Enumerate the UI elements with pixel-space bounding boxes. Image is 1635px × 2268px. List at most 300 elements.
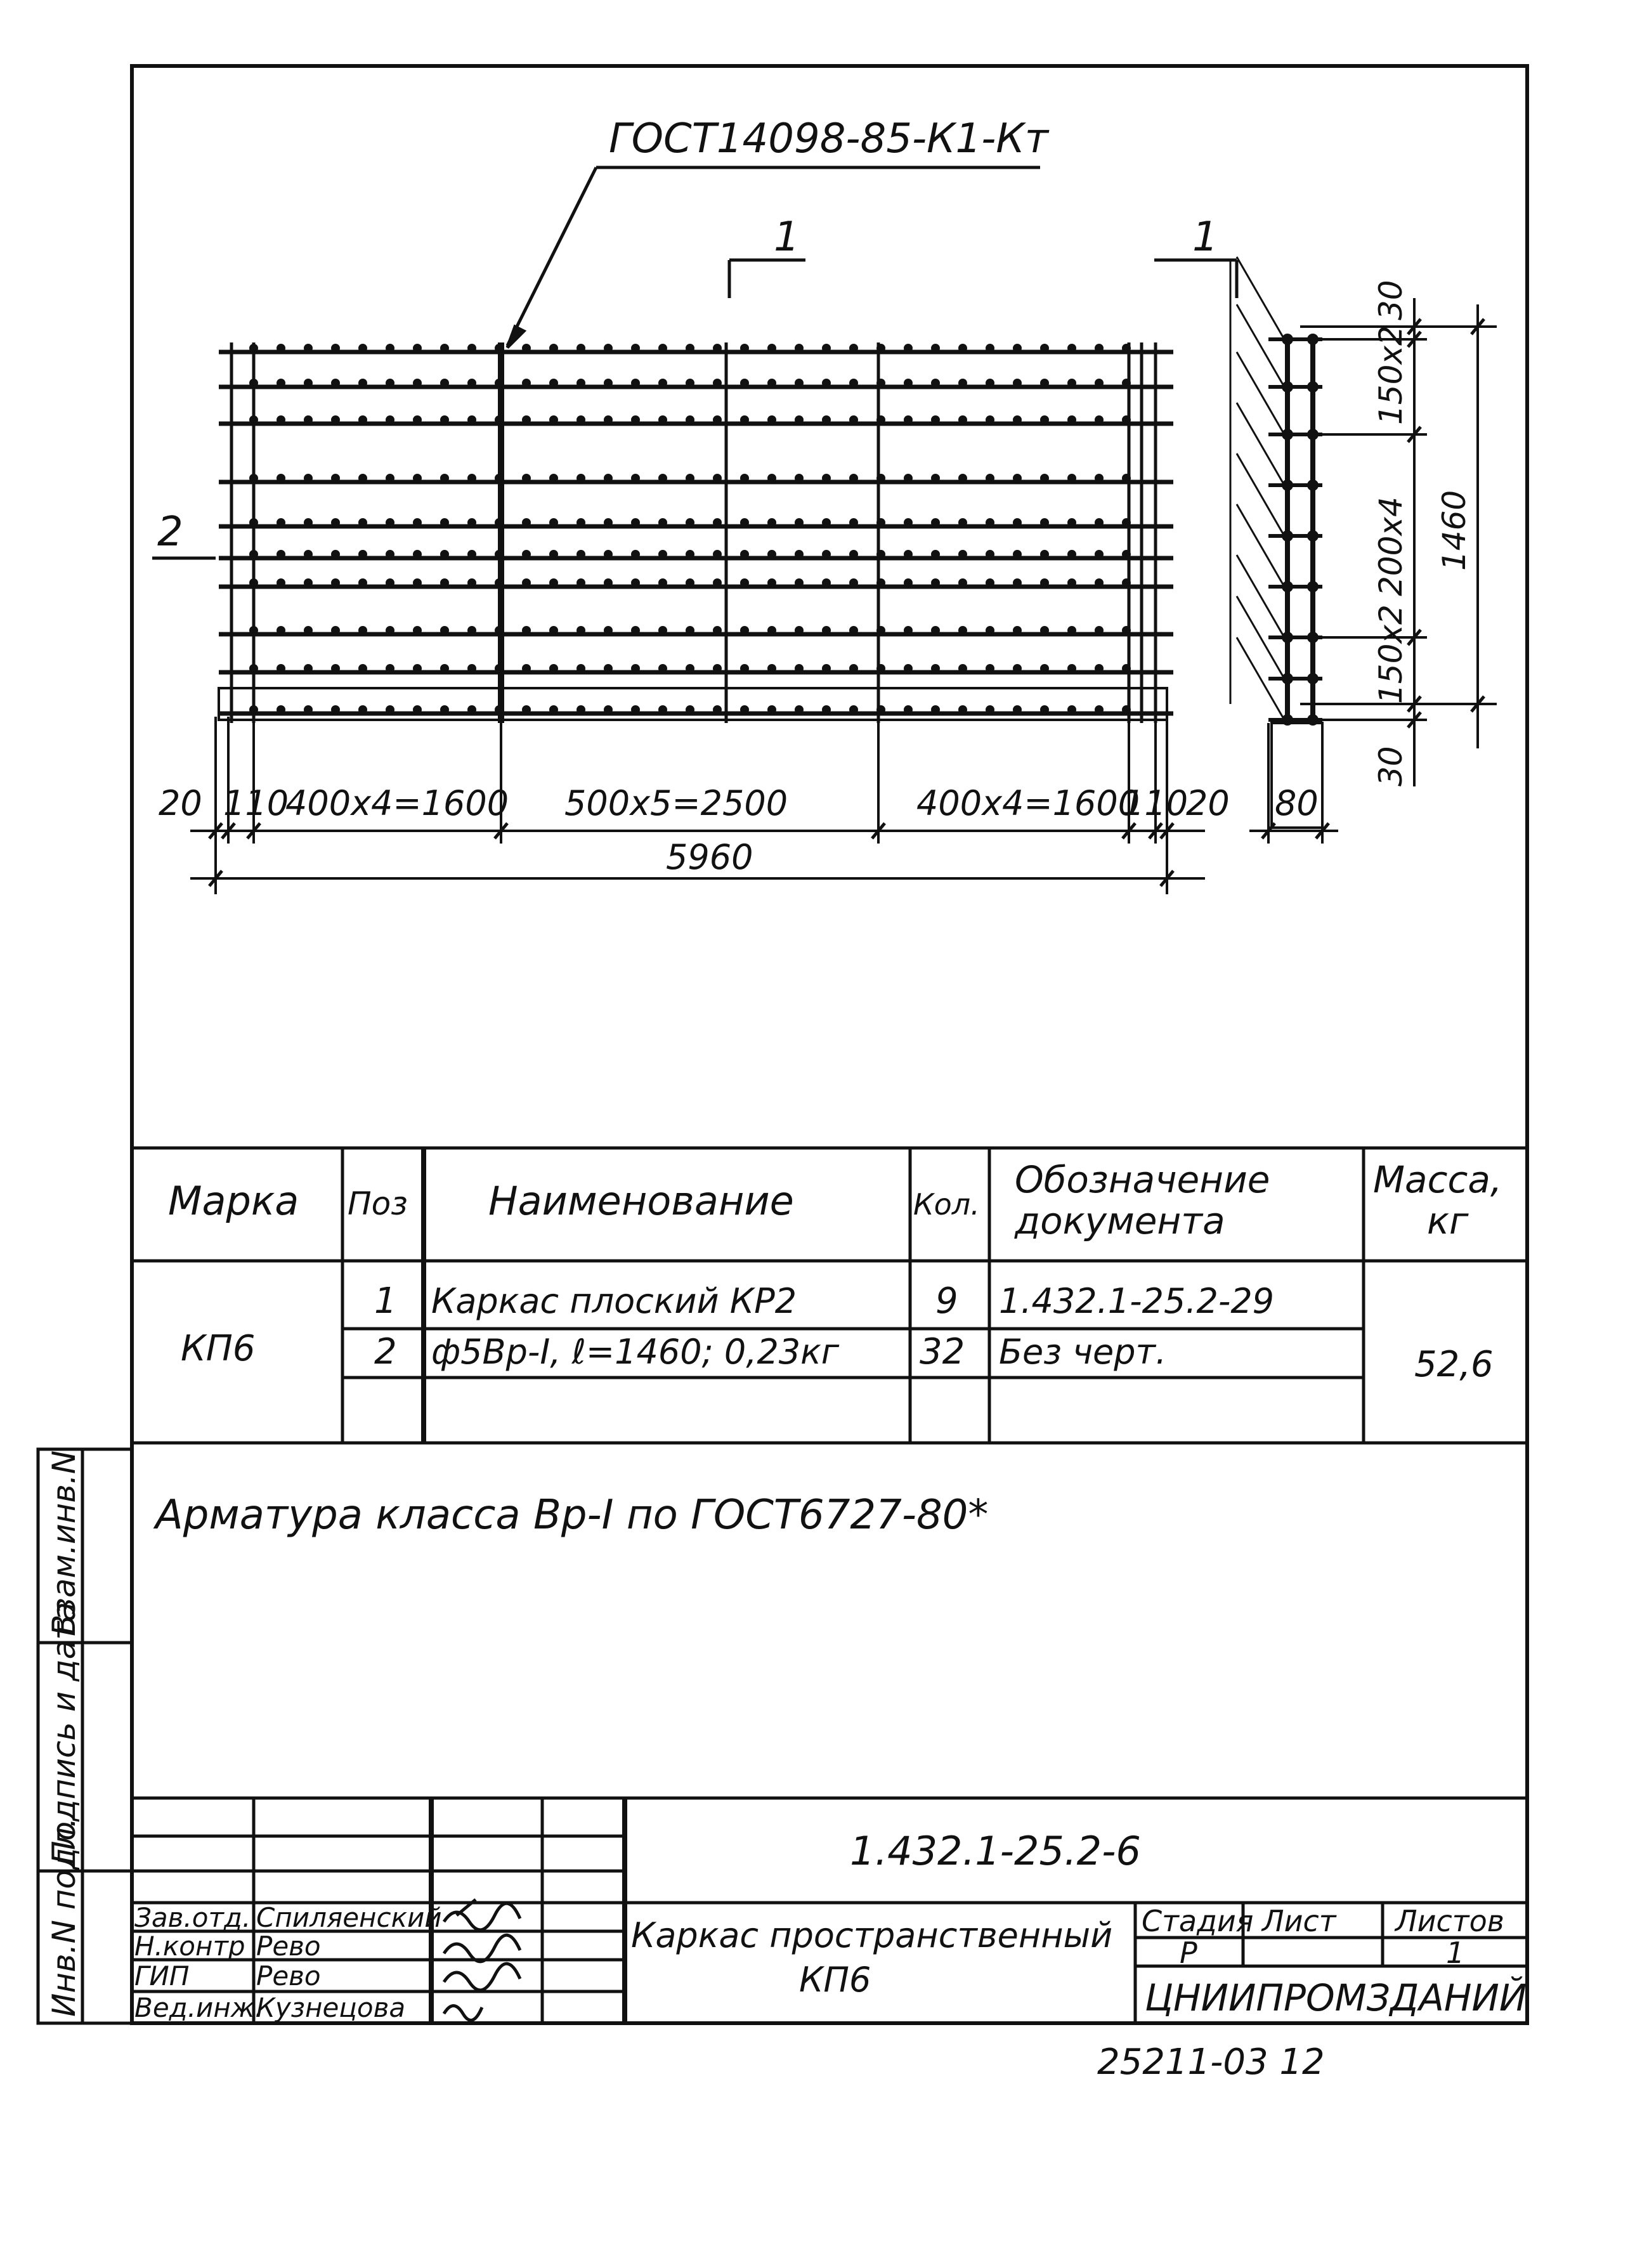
weld-point <box>386 344 394 353</box>
side-weld <box>1307 673 1319 684</box>
weld-point <box>331 379 340 388</box>
weld-point <box>986 474 994 483</box>
weld-point <box>549 415 558 424</box>
header-name: Наименование <box>488 1178 794 1224</box>
weld-point <box>795 379 804 388</box>
weld-point <box>849 705 858 714</box>
weld-point <box>658 379 667 388</box>
weld-point <box>413 550 422 559</box>
spec-table-grid <box>132 1148 1527 1443</box>
weld-point <box>522 344 531 353</box>
weld-point <box>958 578 967 587</box>
cage-front-view <box>219 342 1173 723</box>
weld-point <box>277 664 285 673</box>
weld-point <box>522 578 531 587</box>
weld-point <box>931 415 940 424</box>
weld-point <box>795 550 804 559</box>
weld-point <box>740 578 749 587</box>
weld-point <box>1013 344 1022 353</box>
weld-point <box>249 518 258 527</box>
weld-point <box>467 578 476 587</box>
side-hatch <box>1237 504 1284 587</box>
weld-point <box>440 518 449 527</box>
weld-point <box>604 379 613 388</box>
weld-point <box>576 474 585 483</box>
weld-point <box>1040 379 1049 388</box>
weld-point <box>386 664 394 673</box>
weld-point <box>904 550 913 559</box>
dim-500: 500x5=2500 <box>564 783 788 823</box>
side-weld <box>1307 581 1319 592</box>
dim-total: 5960 <box>666 837 753 877</box>
weld-point <box>658 550 667 559</box>
weld-point <box>822 705 831 714</box>
weld-point <box>958 705 967 714</box>
weld-point <box>522 626 531 635</box>
weld-point <box>931 705 940 714</box>
dim-20-left: 20 <box>159 783 202 823</box>
weld-point <box>522 415 531 424</box>
weld-point <box>358 664 367 673</box>
weld-point <box>249 474 258 483</box>
header-mass-line1: Масса, <box>1373 1158 1502 1201</box>
sheet-frame <box>132 66 1527 2023</box>
staff-name-2: Рево <box>256 1931 321 1962</box>
weld-point <box>631 664 640 673</box>
weld-point <box>331 550 340 559</box>
staff-role-3: ГИП <box>134 1960 190 1991</box>
weld-point <box>795 415 804 424</box>
weld-point <box>822 664 831 673</box>
weld-point <box>822 344 831 353</box>
weld-point <box>767 344 776 353</box>
weld-point <box>876 518 885 527</box>
weld-point <box>658 518 667 527</box>
weld-point <box>876 626 885 635</box>
weld-point <box>686 626 694 635</box>
side-weld <box>1307 530 1319 542</box>
weld-point <box>249 664 258 673</box>
weld-point <box>631 518 640 527</box>
weld-point <box>795 578 804 587</box>
row1-name: Каркас плоский КР2 <box>431 1281 797 1321</box>
weld-point <box>713 415 722 424</box>
weld-point <box>386 705 394 714</box>
weld-point <box>740 518 749 527</box>
weld-point <box>358 550 367 559</box>
staff-role-2: Н.контр <box>134 1931 245 1962</box>
weld-point <box>713 518 722 527</box>
weld-point <box>986 664 994 673</box>
weld-point <box>849 379 858 388</box>
weld-point <box>549 379 558 388</box>
weld-point <box>1067 518 1076 527</box>
weld-point <box>876 550 885 559</box>
weld-point <box>304 664 313 673</box>
weld-point <box>1040 626 1049 635</box>
weld-point <box>467 415 476 424</box>
header-doc-line2: документа <box>1015 1199 1225 1242</box>
weld-point <box>904 474 913 483</box>
weld-point <box>249 578 258 587</box>
weld-point <box>686 705 694 714</box>
weld-point <box>277 626 285 635</box>
weld-point <box>1095 518 1104 527</box>
weld-point <box>713 626 722 635</box>
weld-point <box>413 705 422 714</box>
weld-point <box>358 344 367 353</box>
weld-point <box>958 550 967 559</box>
weld-point <box>686 578 694 587</box>
weld-point <box>849 578 858 587</box>
weld-point <box>277 415 285 424</box>
dim-side-30-bottom: 30 <box>1372 746 1409 786</box>
weld-point <box>576 344 585 353</box>
weld-point <box>822 550 831 559</box>
weld-point <box>1013 578 1022 587</box>
weld-point <box>331 415 340 424</box>
side-hatch <box>1237 304 1284 387</box>
weld-point <box>549 550 558 559</box>
title-line1: Каркас пространственный <box>631 1915 1113 1955</box>
weld-point <box>822 578 831 587</box>
weld-point <box>795 664 804 673</box>
dim-side-1460: 1460 <box>1436 490 1473 571</box>
weld-point <box>304 550 313 559</box>
weld-point <box>440 550 449 559</box>
weld-point <box>1040 415 1049 424</box>
weld-point <box>767 379 776 388</box>
title-line2: КП6 <box>799 1960 871 2000</box>
section-label-1a: 1 <box>774 214 800 261</box>
weld-point <box>958 344 967 353</box>
header-mass-line2: кг <box>1427 1199 1469 1242</box>
weld-point <box>713 664 722 673</box>
weld-point <box>576 578 585 587</box>
row2-doc: Без черт. <box>999 1332 1167 1372</box>
weld-point <box>522 705 531 714</box>
weld-point <box>1040 344 1049 353</box>
weld-point <box>631 626 640 635</box>
weld-point <box>413 344 422 353</box>
weld-point <box>1067 578 1076 587</box>
weld-point <box>440 626 449 635</box>
weld-point <box>1013 550 1022 559</box>
weld-point <box>986 626 994 635</box>
weld-point <box>495 578 504 587</box>
weld-point <box>495 344 504 353</box>
weld-point <box>658 664 667 673</box>
weld-point <box>767 705 776 714</box>
weld-point <box>604 664 613 673</box>
weld-point <box>1122 705 1131 714</box>
weld-point <box>631 474 640 483</box>
weld-point <box>1095 550 1104 559</box>
weld-point <box>1067 626 1076 635</box>
weld-point <box>549 705 558 714</box>
weld-point <box>631 344 640 353</box>
weld-point <box>386 379 394 388</box>
weld-point <box>304 379 313 388</box>
organization-name: ЦНИИПРОМЗДАНИЙ <box>1145 1976 1527 2019</box>
weld-point <box>277 379 285 388</box>
side-stamp-original-inv: Инв.N подл. <box>46 1817 82 2017</box>
weld-point <box>1067 474 1076 483</box>
weld-point <box>467 344 476 353</box>
weld-point <box>358 474 367 483</box>
weld-point <box>658 415 667 424</box>
weld-point <box>386 518 394 527</box>
weld-point <box>958 518 967 527</box>
weld-point <box>631 705 640 714</box>
weld-point <box>495 550 504 559</box>
weld-point <box>386 474 394 483</box>
weld-point <box>604 344 613 353</box>
weld-point <box>358 518 367 527</box>
weld-point <box>631 550 640 559</box>
weld-point <box>931 518 940 527</box>
weld-point <box>1013 379 1022 388</box>
dim-400-right: 400x4=1600 <box>916 783 1140 823</box>
weld-point <box>413 415 422 424</box>
weld-point <box>822 379 831 388</box>
weld-point <box>822 474 831 483</box>
weld-point <box>876 578 885 587</box>
weld-point <box>576 379 585 388</box>
weld-point <box>358 578 367 587</box>
weld-point <box>686 474 694 483</box>
weld-point <box>986 705 994 714</box>
weld-point <box>986 379 994 388</box>
weld-point <box>1040 578 1049 587</box>
weld-point <box>1122 518 1131 527</box>
weld-point <box>740 705 749 714</box>
weld-point <box>658 626 667 635</box>
weld-point <box>1095 578 1104 587</box>
weld-point <box>249 344 258 353</box>
weld-point <box>876 379 885 388</box>
weld-point <box>1122 379 1131 388</box>
weld-point <box>1013 664 1022 673</box>
row2-pos: 2 <box>374 1331 397 1372</box>
row1-doc: 1.432.1-25.2-29 <box>999 1281 1275 1321</box>
weld-point <box>522 550 531 559</box>
weld-point <box>522 379 531 388</box>
weld-point <box>358 379 367 388</box>
weld-point <box>904 415 913 424</box>
weld-point <box>576 550 585 559</box>
weld-point <box>304 344 313 353</box>
weld-point <box>249 705 258 714</box>
weld-point <box>658 344 667 353</box>
staff-name-1: Спиляенский <box>256 1902 442 1933</box>
weld-point <box>713 344 722 353</box>
weld-point <box>1067 550 1076 559</box>
weld-point <box>849 518 858 527</box>
weld-point <box>277 518 285 527</box>
weld-point <box>604 518 613 527</box>
section-label-2: 2 <box>157 509 183 556</box>
row1-pos: 1 <box>374 1281 397 1322</box>
stage-value: Р <box>1180 1936 1197 1970</box>
weld-point <box>904 379 913 388</box>
weld-point <box>1095 474 1104 483</box>
weld-point <box>849 474 858 483</box>
gost-label: ГОСТ14098-85-К1-Кт <box>609 115 1048 162</box>
staff-name-4: Кузнецова <box>256 1992 406 2023</box>
weld-point <box>767 518 776 527</box>
weld-point <box>413 578 422 587</box>
weld-point <box>904 578 913 587</box>
section-label-1b: 1 <box>1192 214 1218 261</box>
weld-point <box>440 344 449 353</box>
row-mark: КП6 <box>181 1328 256 1369</box>
weld-point <box>1095 379 1104 388</box>
weld-point <box>876 415 885 424</box>
weld-point <box>958 474 967 483</box>
side-hatch <box>1237 352 1284 434</box>
header-mark: Марка <box>168 1178 299 1224</box>
section-marker-1 <box>729 260 1237 298</box>
dim-20-right: 20 <box>1186 783 1230 823</box>
footer-code: 25211-03 12 <box>1097 2042 1325 2083</box>
weld-point <box>304 578 313 587</box>
weld-point <box>931 474 940 483</box>
weld-point <box>876 474 885 483</box>
weld-point <box>713 550 722 559</box>
weld-point <box>931 344 940 353</box>
weld-point <box>822 415 831 424</box>
weld-point <box>440 379 449 388</box>
weld-point <box>740 344 749 353</box>
weld-point <box>931 626 940 635</box>
weld-point <box>876 664 885 673</box>
side-hatch <box>1237 555 1284 637</box>
weld-point <box>767 415 776 424</box>
weld-point <box>740 379 749 388</box>
reinforcement-note: Арматура класса Вр-I по ГОСТ6727-80* <box>155 1492 989 1539</box>
weld-point <box>358 415 367 424</box>
weld-point <box>740 626 749 635</box>
weld-point <box>986 550 994 559</box>
weld-point <box>795 705 804 714</box>
weld-point <box>604 626 613 635</box>
weld-point <box>549 578 558 587</box>
stage-label: Стадия <box>1142 1904 1254 1938</box>
weld-point <box>767 664 776 673</box>
weld-point <box>386 626 394 635</box>
weld-point <box>1013 518 1022 527</box>
weld-point <box>958 415 967 424</box>
weld-point <box>249 379 258 388</box>
weld-point <box>304 474 313 483</box>
weld-point <box>576 518 585 527</box>
weld-point <box>440 705 449 714</box>
sheets-label: Листов <box>1395 1904 1504 1938</box>
side-weld <box>1307 479 1319 491</box>
weld-point <box>986 344 994 353</box>
weld-point <box>495 379 504 388</box>
cage-side-view <box>1230 257 1322 828</box>
weld-point <box>413 664 422 673</box>
weld-point <box>358 705 367 714</box>
weld-point <box>1067 415 1076 424</box>
weld-point <box>822 626 831 635</box>
weld-point <box>576 626 585 635</box>
weld-point <box>767 550 776 559</box>
weld-point <box>1013 474 1022 483</box>
weld-point <box>767 626 776 635</box>
dim-side-30-top: 30 <box>1372 280 1409 320</box>
weld-point <box>277 474 285 483</box>
weld-point <box>249 626 258 635</box>
weld-point <box>658 705 667 714</box>
weld-point <box>740 415 749 424</box>
side-stamp-replace-inv: Взам.инв.N <box>46 1450 82 1636</box>
weld-point <box>604 578 613 587</box>
row-mass: 52,6 <box>1414 1344 1494 1385</box>
dim-side-200: 200x4 <box>1372 497 1409 596</box>
weld-point <box>795 474 804 483</box>
weld-point <box>1040 705 1049 714</box>
weld-point <box>467 705 476 714</box>
weld-point <box>658 474 667 483</box>
weld-point <box>576 705 585 714</box>
weld-point <box>931 379 940 388</box>
weld-point <box>849 550 858 559</box>
weld-point <box>740 474 749 483</box>
weld-point <box>522 664 531 673</box>
side-hatch <box>1237 453 1284 536</box>
weld-point <box>1095 415 1104 424</box>
header-doc-line1: Обозначение <box>1015 1158 1270 1201</box>
header-pos: Поз <box>348 1185 408 1222</box>
weld-point <box>386 550 394 559</box>
weld-point <box>1040 474 1049 483</box>
weld-point <box>1095 344 1104 353</box>
weld-point <box>1013 415 1022 424</box>
weld-point <box>767 578 776 587</box>
weld-point <box>277 705 285 714</box>
weld-point <box>331 344 340 353</box>
weld-point <box>1122 344 1131 353</box>
weld-point <box>631 415 640 424</box>
weld-point <box>740 664 749 673</box>
weld-point <box>467 550 476 559</box>
weld-point <box>686 518 694 527</box>
weld-point <box>1095 705 1104 714</box>
weld-point <box>413 379 422 388</box>
weld-point <box>1013 705 1022 714</box>
row2-qty: 32 <box>920 1331 965 1372</box>
weld-point <box>686 379 694 388</box>
weld-point <box>549 474 558 483</box>
weld-point <box>1122 578 1131 587</box>
weld-point <box>440 415 449 424</box>
weld-point <box>386 415 394 424</box>
weld-point <box>904 344 913 353</box>
row2-name: ф5Вр-I, ℓ=1460; 0,23кг <box>431 1332 840 1372</box>
sheets-value: 1 <box>1446 1936 1465 1970</box>
weld-point <box>1067 705 1076 714</box>
weld-point <box>740 550 749 559</box>
weld-point <box>686 344 694 353</box>
weld-point <box>495 474 504 483</box>
weld-point <box>331 664 340 673</box>
weld-point <box>277 550 285 559</box>
weld-point <box>604 415 613 424</box>
weld-point <box>413 518 422 527</box>
